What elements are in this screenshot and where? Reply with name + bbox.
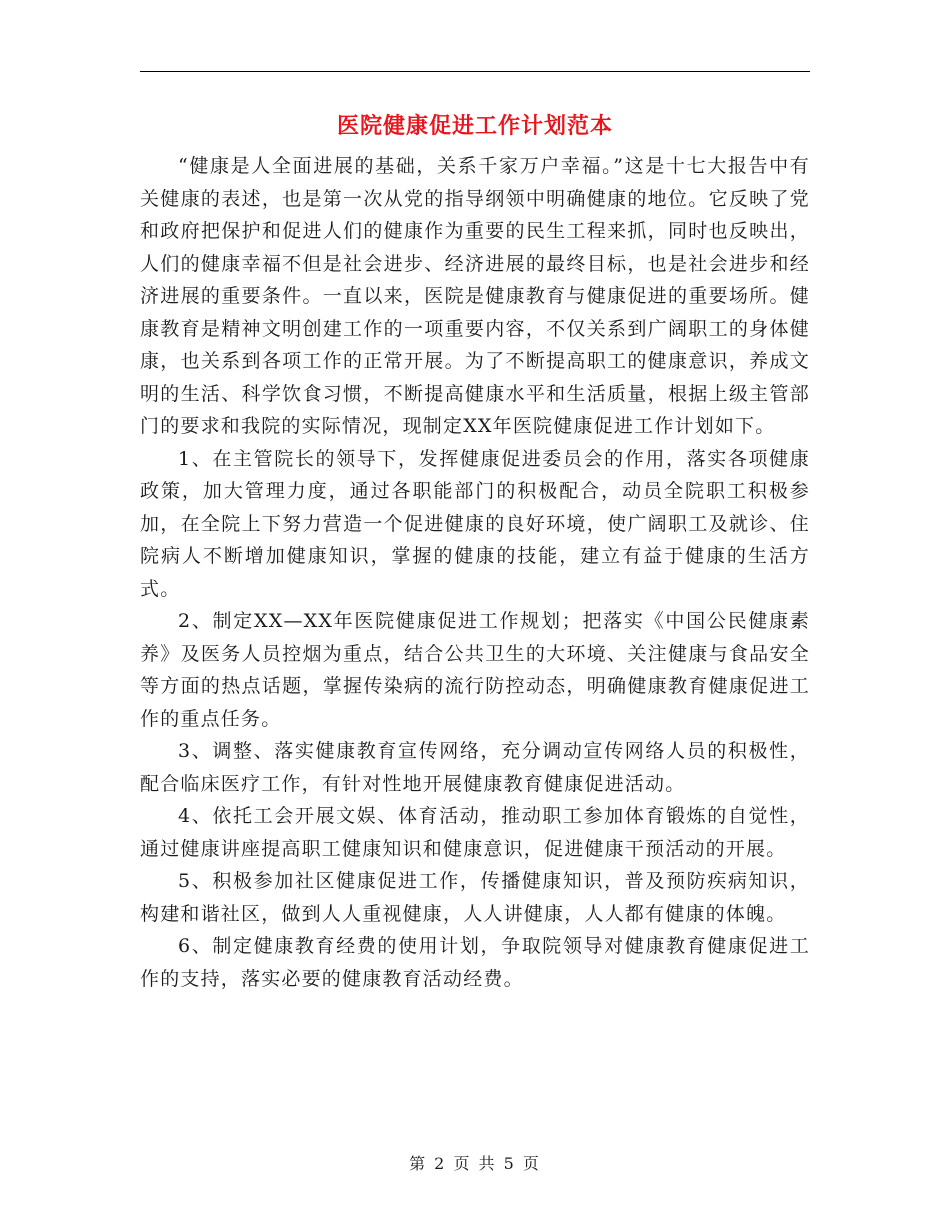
paragraph-intro: “健康是人全面进展的基础，关系千家万户幸福。”这是十七大报告中有关健康的表述，也是第一次从党的指导纲领中明确健康的地位。它反映了党和政府把保护和促进人们的健康作为重要的民生工程来抓，同时也反映出，人们的健康幸福不但是社会进步、经济进展的最终目标，也是社会进步和经济进展的重要条件。一直以来，医院是健康教育与健康促进的重要场所。健康教育是精神文明创建工作的一项重要内容，不仅关系到广阔职工的身体健康，也关系到各项工作的正常开展。为了不断提高职工的健康意识，养成文明的生活、科学饮食习惯，不断提高健康水平和生活质量，根据上级主管部门的要求和我院的实际情况，现制定XX年医院健康促进工作计划如下。: [140, 155, 810, 437]
paragraph-item-6: 6、制定健康教育经费的使用计划，争取院领导对健康教育健康促进工作的支持，落实必要的健康教育活动经费。: [140, 935, 810, 990]
document-title: 医院健康促进工作计划范本: [336, 113, 613, 139]
paragraph-item-4: 4、依托工会开展文娱、体育活动，推动职工参加体育锻炼的自觉性，通过健康讲座提高职工健康知识和健康意识，促进健康干预活动的开展。: [140, 805, 810, 860]
header-rule: [140, 71, 810, 72]
paragraph-item-2: 2、制定XX—XX年医院健康促进工作规划；把落实《中国公民健康素养》及医务人员控烟为重点，结合公共卫生的大环境、关注健康与食品安全等方面的热点话题，掌握传染病的流行防控动态，明确健康教育健康促进工作的重点任务。: [140, 610, 810, 730]
paragraph-item-5: 5、积极参加社区健康促进工作，传播健康知识，普及预防疾病知识，构建和谐社区，做到人人重视健康，人人讲健康，人人都有健康的体魄。: [140, 870, 810, 925]
document-body: [140, 150, 810, 995]
paragraph-item-1: 1、在主管院长的领导下，发挥健康促进委员会的作用，落实各项健康政策，加大管理力度，通过各职能部门的积极配合，动员全院职工积极参加，在全院上下努力营造一个促进健康的良好环境，使广阔职工及就诊、住院病人不断增加健康知识，掌握的健康的技能，建立有益于健康的生活方式。: [140, 447, 810, 600]
page-number: 第 2 页 共 5 页: [409, 1154, 541, 1173]
paragraph-item-3: 3、调整、落实健康教育宣传网络，充分调动宣传网络人员的积极性，配合临床医疗工作，有针对性地开展健康教育健康促进活动。: [140, 740, 810, 795]
